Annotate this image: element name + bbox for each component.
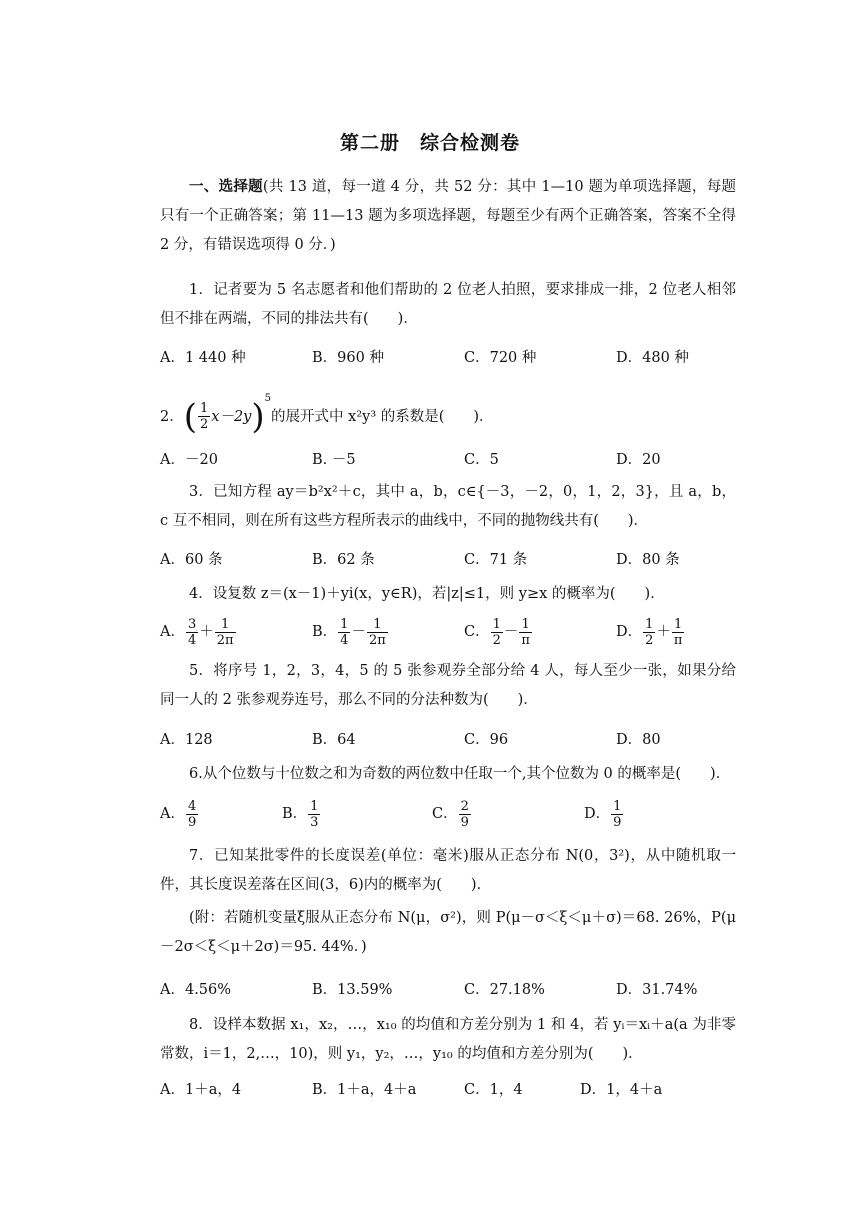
fraction: $\frac{1}{2}$: [200, 401, 209, 433]
question-2-options: [160, 446, 736, 474]
question-7-note: (附：若随机变量ξ服从正态分布 N(μ，σ²)，则 P(μ－σ＜ξ＜μ＋σ)＝68. 26%，P(μ－2σ＜ξ＜μ＋2σ)＝95. 44%．): [160, 910, 736, 955]
option-a[interactable]: A．128: [160, 732, 213, 748]
option-c[interactable]: C．71 条: [464, 552, 528, 568]
option-c[interactable]: C．720 种: [464, 350, 537, 366]
page-title: 第二册 综合检测卷: [339, 132, 520, 154]
right-paren: ): [251, 396, 265, 437]
question-3-options: [160, 546, 736, 574]
option-a[interactable]: A．60 条: [160, 552, 223, 568]
option-a[interactable]: A． $\frac{3}{4}$ ＋ $\frac{1}{2\pi}$: [160, 616, 234, 648]
option-a[interactable]: A．－20: [160, 452, 218, 468]
question-5-stem: 5．将序号 1，2，3，4，5 的 5 张参观券全部分给 4 人，每人至少一张，如果分给同一人的 2 张参观券连号，那么不同的分法种数为( )．: [160, 663, 736, 708]
option-b[interactable]: B. －5: [312, 452, 356, 468]
exponent: 5: [264, 393, 272, 404]
option-a[interactable]: A．4.56%: [160, 982, 232, 998]
option-b[interactable]: B．62 条: [312, 552, 375, 568]
option-c[interactable]: C．96: [464, 732, 509, 748]
question-2-stem: [160, 393, 736, 437]
option-a[interactable]: A．1 440 种: [160, 350, 246, 366]
option-d[interactable]: D．31.74%: [616, 982, 698, 998]
question-5-options: [160, 726, 736, 754]
option-b[interactable]: B． $\frac{1}{3}$: [282, 798, 319, 830]
question-8-stem: 8．设样本数据 x₁，x₂，…，x₁₀ 的均值和方差分别为 1 和 4，若 yᵢ＝xᵢ＋a(a 为非零常数，i＝1，2,…，10)，则 y₁，y₂，…，y₁₀ 的均值和方差分别为( )．: [160, 1017, 736, 1062]
option-d[interactable]: D． $\frac{1}{2}$ ＋ $\frac{1}{\pi}$: [616, 616, 683, 648]
option-c[interactable]: C．27.18%: [464, 982, 545, 998]
question-1-stem: 1．记者要为 5 名志愿者和他们帮助的 2 位老人拍照，要求排成一排，2 位老人相邻但不排在两端，不同的排法共有( )．: [160, 282, 736, 327]
section-text: (共 13 道，每一道 4 分，共 52 分：其中 1—10 题为单项选择题，每题只有一个正确答案；第 11—13 题为多项选择题，每题至少有两个正确答案，答案不全得 2 分，有错误选项得 0 分．): [160, 179, 736, 253]
option-c[interactable]: C．5: [464, 452, 499, 468]
option-b[interactable]: B． $\frac{1}{4}$ － $\frac{1}{2\pi}$: [312, 616, 386, 648]
question-number: 2．: [160, 408, 184, 425]
option-d[interactable]: D． $\frac{1}{9}$: [584, 798, 622, 830]
question-7-stem: 7．已知某批零件的长度误差(单位：毫米)服从正态分布 N(0，3²)，从中随机取一件，其长度误差落在区间(3，6)内的概率为( )．: [160, 848, 736, 893]
question-2-rest: 的展开式中 x²y³ 的系数是( )．: [271, 408, 494, 425]
section-label: 一、选择题: [189, 178, 263, 195]
option-c[interactable]: C． $\frac{1}{2}$ － $\frac{1}{\pi}$: [464, 616, 530, 648]
option-b[interactable]: B．1＋a，4＋a: [312, 1082, 417, 1098]
option-d[interactable]: D．1，4＋a: [580, 1082, 663, 1098]
question-4-stem: 4．设复数 z＝(x－1)＋yi(x，y∈R)，若|z|≤1，则 y≥x 的概率为( )．: [189, 586, 665, 602]
question-6-stem: 6.从个位数与十位数之和为奇数的两位数中任取一个,其个位数为 0 的概率是( )．: [189, 766, 731, 782]
option-d[interactable]: D．80 条: [616, 552, 680, 568]
option-b[interactable]: B．13.59%: [312, 982, 393, 998]
option-d[interactable]: D．80: [616, 732, 661, 748]
question-6-options: [160, 794, 736, 834]
question-4-options: [160, 612, 736, 652]
option-a[interactable]: A． $\frac{4}{9}$: [160, 798, 197, 830]
section-instructions: [160, 172, 736, 260]
option-a[interactable]: A．1＋a，4: [160, 1082, 242, 1098]
expression: x－2y: [211, 408, 252, 425]
question-3-stem: 3．已知方程 ay＝b²x²＋c，其中 a，b，c∈{－3，－2，0，1，2，3}，且 a，b，c 互不相同，则在所有这些方程所表示的曲线中，不同的抛物线共有( )．: [160, 484, 736, 529]
left-paren: (: [183, 396, 197, 437]
option-d[interactable]: D．480 种: [616, 350, 689, 366]
option-c[interactable]: C． $\frac{2}{9}$: [432, 798, 469, 830]
question-8-options: [160, 1076, 736, 1104]
option-b[interactable]: B．960 种: [312, 350, 384, 366]
option-b[interactable]: B．64: [312, 732, 356, 748]
option-c[interactable]: C．1，4: [464, 1082, 523, 1098]
question-1-options: [160, 344, 736, 372]
option-d[interactable]: D．20: [616, 452, 661, 468]
question-7-options: [160, 976, 736, 1004]
